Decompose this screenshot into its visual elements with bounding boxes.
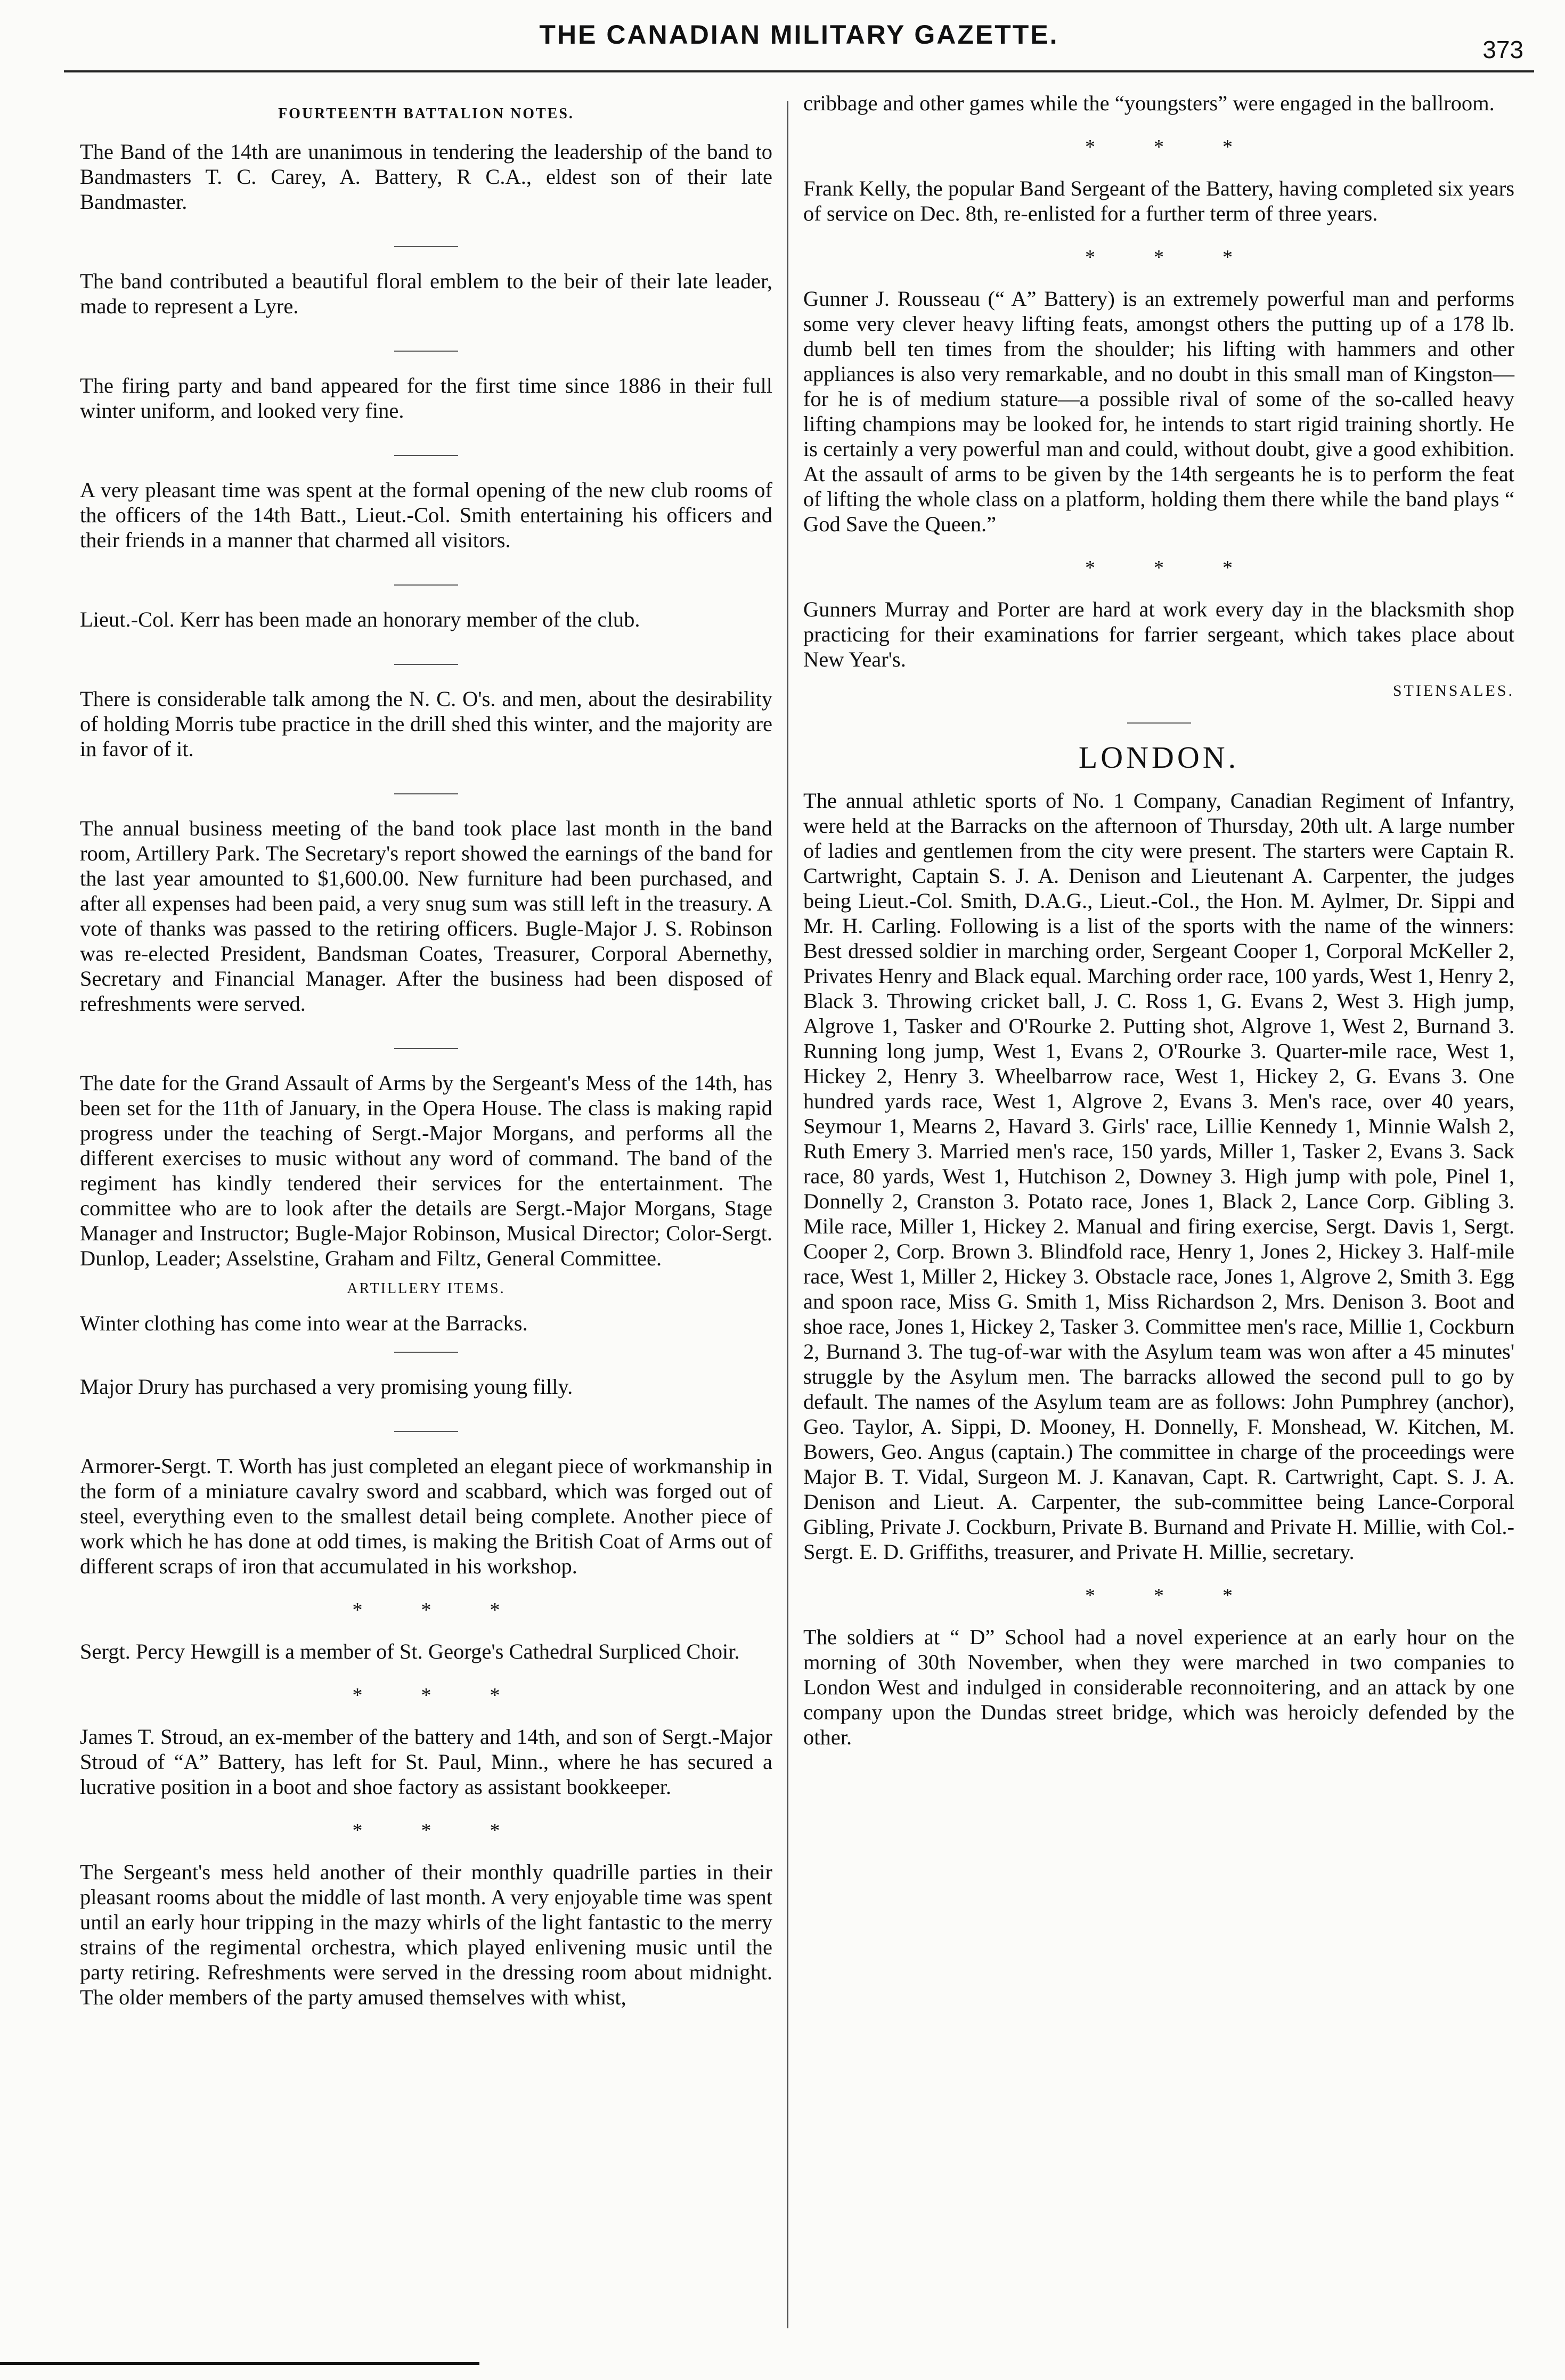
separator [394, 584, 458, 586]
article-paragraph: Armorer-Sergt. T. Worth has just completed an elegant piece of workmanship in the form of a miniature cavalry sword and scabbard, which was forged out of steel, everything even to the smallest detail being complete. Another piece of work which he has done at odd times, is making the British Coat of Arms out of different scraps of iron that accumulated in his workshop. [80, 1454, 772, 1578]
right-column [803, 91, 1514, 1782]
star-separator: *** [1085, 557, 1291, 579]
separator [394, 1048, 458, 1049]
article-paragraph: The date for the Grand Assault of Arms by the Sergeant's Mess of the 14th, has been set for the 11th of January, in the Opera House. The class is making rapid progress under the teaching of Sergt.-Major Morgans, and performs all the different exercises to music without any word of command. The band of the regiment has kindly tendered their services for the entertainment. The committee who are to look after the details are Sergt.-Major Morgans, Stage Manager and Instructor; Bugle-Major Robinson, Musical Director; Color-Sergt. Dunlop, Leader; Asselstine, Graham and Filtz, General Committee. [80, 1071, 772, 1270]
article-paragraph: The soldiers at “ D” School had a novel experience at an early hour on the morning of 30th November, when they were marched in two companies to London West and indulged in considerable reconnoitering, and an attack by one company upon the Dundas street bridge, which was heroicly defended by the other. [803, 1625, 1514, 1749]
star-separator: *** [1085, 1585, 1291, 1607]
publication-title: THE CANADIAN MILITARY GAZETTE. [539, 20, 1059, 50]
separator [394, 793, 458, 794]
separator [394, 1352, 458, 1353]
page-header [64, 19, 1534, 72]
article-paragraph: Winter clothing has come into wear at the Barracks. [80, 1311, 528, 1335]
article-paragraph: A very pleasant time was spent at the formal opening of the new club rooms of the officers of the 14th Batt., Lieut.-Col. Smith entertaining his officers and their friends in a manner that charmed all visitors. [80, 478, 772, 552]
article-paragraph: The firing party and band appeared for the first time since 1886 in their full winter uniform, and looked very fine. [80, 373, 772, 423]
star-separator: *** [352, 1599, 559, 1621]
article-paragraph: There is considerable talk among the N. C. O's. and men, about the desirability of holding Morris tube practice in the drill shed this winter, and the majority are in favor of it. [80, 687, 772, 761]
article-paragraph: cribbage and other games while the “youngsters” were engaged in the ballroom. [803, 91, 1495, 115]
separator [394, 664, 458, 665]
article-paragraph: Sergt. Percy Hewgill is a member of St. George's Cathedral Surpliced Choir. [80, 1639, 740, 1663]
article-paragraph: The Band of the 14th are unanimous in tendering the leadership of the band to Bandmasters T. C. Carey, A. Battery, R C.A., eldest son of their late Bandmaster. [80, 140, 772, 214]
article-paragraph: Gunners Murray and Porter are hard at work every day in the blacksmith shop practicing for their examinations for farrier sergeant, which takes place about New Year's. [803, 597, 1514, 671]
author-signature: STIENSALES. [1392, 682, 1514, 700]
bottom-rule [0, 2362, 479, 2365]
article-paragraph: The annual athletic sports of No. 1 Company, Canadian Regiment of Infantry, were held at the Barracks on the afternoon of Thursday, 20th ult. A large number of ladies and gentlemen from the city were present. The starters were Captain R. Cartwright, Captain S. J. A. Denison and Lieutenant A. Carpenter, the judges being Lieut.-Col. Smith, D.A.G., Lieut.-Col., the Hon. M. Aylmer, Dr. Sippi and Mr. H. Carling. Following is a list of the sports with the name of the winners: Best dressed soldier in marching order, Sergeant Cooper 1, Corporal McKeller 2, Privates Henry and Black equal. Marching order race, 100 yards, West 1, Henry 2, Black 3. Throwing cricket ball, J. C. Ross 1, G. Evans 2, West 3. High jump, Algrove 1, Tasker and O'Rourke 2. Putting shot, Algrove 1, West 2, Burnand 3. Running long jump, West 1, Evans 2, O'Rourke 3. Quarter-mile race, West 1, Hickey 2, Henry 3. Wheelbarrow race, West 1, Hickey 2, G. Evans 3. One hundred yards race, West 1, Algrove 2, Evans 3. Men's race, over 40 years, Seymour 1, Mearns 2, Havard 3. Girls' race, Lillie Kennedy 1, Minnie Walsh 2, Ruth Emery 3. Married men's race, 150 yards, Miller 1, Tasker 2, Evans 3. Sack race, 80 yards, West 1, Hutchison 2, Downey 3. High jump with pole, Pinel 1, Donnelly 2, Cranston 3. Potato race, Jones 1, Black 2, Lance Corp. Gibling 3. Mile race, Miller 1, Hickey 2. Manual and firing exercise, Sergt. Davis 1, Sergt. Cooper 2, Corp. Brown 3. Blindfold race, Henry 1, Jones 2, Hickey 3. Half-mile race, West 1, Miller 2, Hickey 3. Obstacle race, Jones 1, Algrove 2, Smith 3. Egg and spoon race, Miss G. Smith 1, Miss Richardson 2, Mrs. Denison 3. Boot and shoe race, Jones 1, Hickey 2, Tasker 3. Committee men's race, Millie 1, Cockburn 2, Burnand 3. The tug-of-war with the Asylum team was won after a 45 minutes' struggle by the Asylum men. The barracks allowed the second pull to go by default. The names of the Asylum team are as follows: John Pumphrey (anchor), Geo. Taylor, A. Sippi, D. Mooney, H. Donnelly, F. Monshead, W. Kitchen, M. Bowers, Geo. Angus (captain.) The committee in charge of the proceedings were Major B. T. Vidal, Surgeon M. J. Kanavan, Capt. R. Cartwright, Capt. S. J. A. Denison and Lieut. A. Carpenter, the sub-committee being Lance-Corporal Gibling, Private J. Cockburn, Private B. Burnand and Private H. Millie, with Col.-Sergt. E. D. Griffiths, treasurer, and Private H. Millie, secretary. [803, 789, 1514, 1564]
separator [394, 246, 458, 247]
separator [394, 1431, 458, 1432]
star-separator: *** [1085, 136, 1291, 158]
article-paragraph: Frank Kelly, the popular Band Sergeant of the Battery, having completed six years of service on Dec. 8th, re-enlisted for a further term of three years. [803, 176, 1514, 225]
star-separator: *** [352, 1684, 559, 1707]
separator [394, 455, 458, 456]
separator [394, 351, 458, 352]
separator [1127, 722, 1191, 724]
column-divider [787, 101, 788, 2328]
header-rule [64, 70, 1534, 72]
section-heading-fourteenth-battalion: FOURTEENTH BATTALION NOTES. [278, 105, 574, 122]
section-heading-london: LONDON. [1078, 740, 1240, 775]
article-paragraph: The band contributed a beautiful floral emblem to the beir of their late leader, made to represent a Lyre. [80, 269, 772, 318]
article-paragraph: Gunner J. Rousseau (“ A” Battery) is an extremely powerful man and performs some very clever heavy lifting feats, amongst others the putting up of a 178 lb. dumb bell ten times from the shoulder; his lifting with hammers and other appliances is also very remarkable, and no doubt in this small man of Kingston—for he is of medium stature—a possible rival of some of the so-called heavy lifting champions may be looked for, he intends to start rigid training shortly. He is certainly a very powerful man and could, without doubt, give a good exhibition. At the assault of arms to be given by the 14th sergeants he is to perform the feat of lifting the whole class on a platform, holding them there while the band plays “ God Save the Queen.” [803, 287, 1514, 536]
article-paragraph: The annual business meeting of the band took place last month in the band room, Artillery Park. The Secretary's report showed the earnings of the band for the last year amounted to $1,600.00. New furniture had been purchased, and after all expenses had been paid, a very snug sum was still left in the treasury. A vote of thanks was passed to the retiring officers. Bugle-Major J. S. Robinson was re-elected President, Bandsman Coates, Treasurer, Corporal Abernethy, Secretary and Financial Manager. After the business had been disposed of refreshments were served. [80, 816, 772, 1016]
star-separator: *** [1085, 246, 1291, 269]
star-separator: *** [352, 1819, 559, 1842]
article-paragraph: James T. Stroud, an ex-member of the battery and 14th, and son of Sergt.-Major Stroud of “A” Battery, has left for St. Paul, Minn., where he has secured a lucrative position in a boot and shoe factory as assistant bookkeeper. [80, 1725, 772, 1799]
left-column [80, 91, 772, 2042]
article-paragraph: Lieut.-Col. Kerr has been made an honorary member of the club. [80, 607, 640, 631]
section-heading-artillery-items: ARTILLERY ITEMS. [347, 1280, 506, 1297]
article-paragraph: The Sergeant's mess held another of their monthly quadrille parties in their pleasant rooms about the middle of last month. A very enjoyable time was spent until an early hour tripping in the mazy whirls of the light fantastic to the merry strains of the regimental orchestra, which played enlivening music until the party retiring. Refreshments were served in the dressing room about midnight. The older members of the party amused themselves with whist, [80, 1860, 772, 2009]
page-number: 373 [1482, 36, 1523, 63]
article-paragraph: Major Drury has purchased a very promising young filly. [80, 1375, 573, 1399]
